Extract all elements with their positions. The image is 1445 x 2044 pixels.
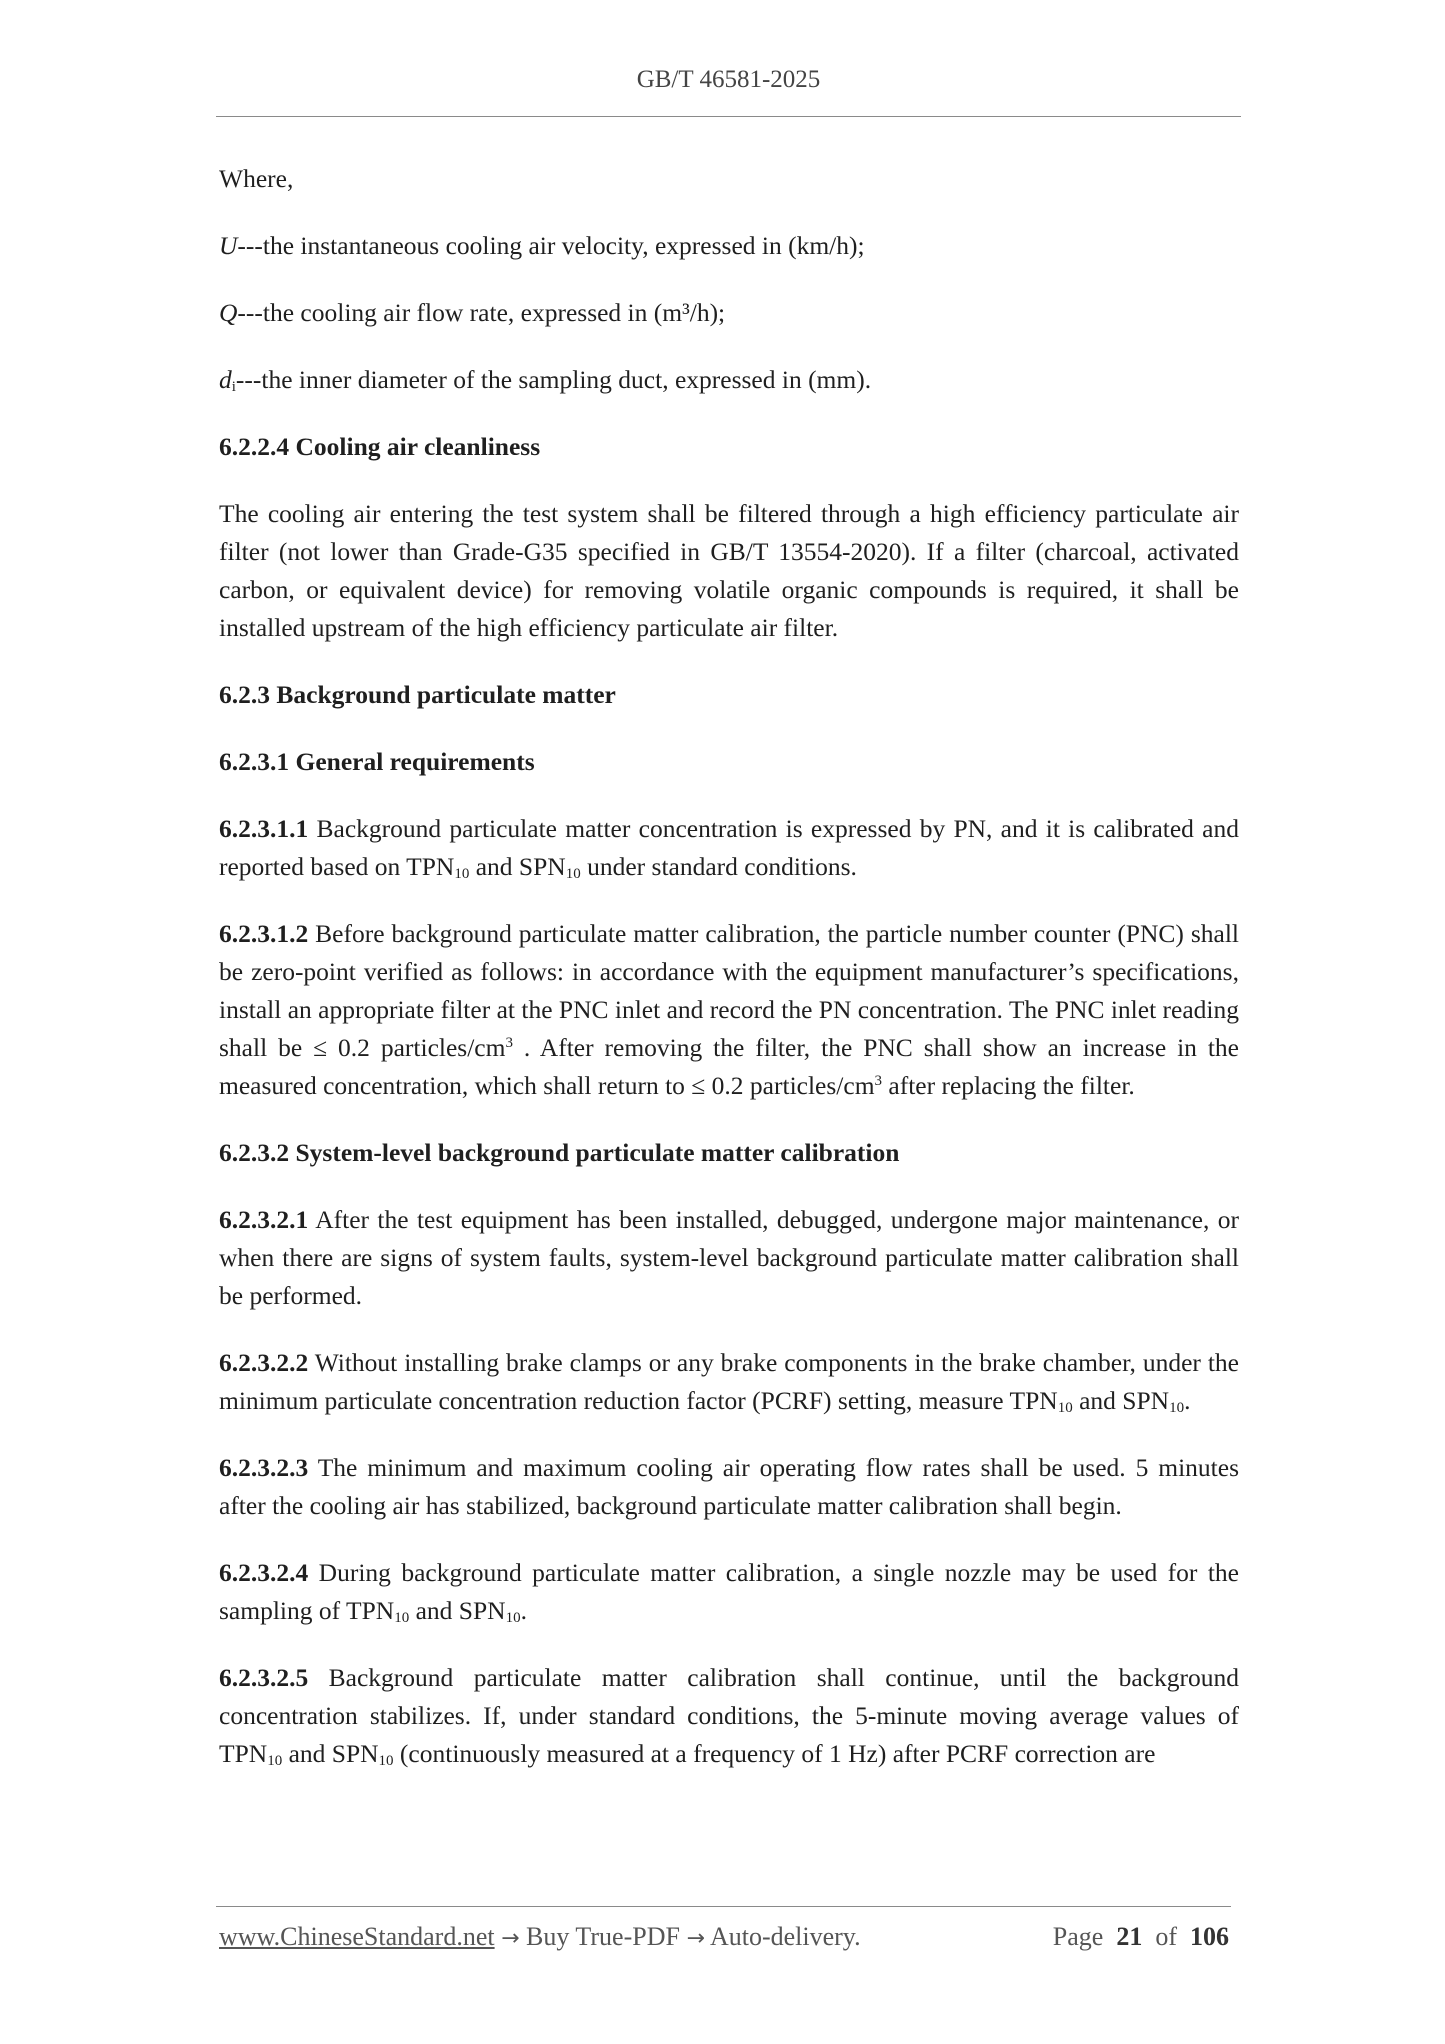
footer-divider <box>216 1906 1231 1907</box>
arrow-right-icon: → <box>501 1926 520 1951</box>
page-content <box>219 160 1239 1802</box>
where-line: Where, <box>219 164 294 193</box>
current-page: 21 <box>1116 1922 1143 1951</box>
heading-6-2-3-2: 6.2.3.2 System-level background particulate matter calibration <box>219 1138 900 1167</box>
website-link[interactable]: www.ChineseStandard.net <box>219 1922 495 1951</box>
paragraph-6-2-3-1-2: 6.2.3.1.2 Before background particulate matter calibration, the particle number counter (PNC) shall be zero-point verified as follows: in accordance with the equipment manufacturer’s specifications, install an appropriate filter at the PNC inlet and record the PN concentration. The PNC inlet reading shall be ≤ 0.2 particles/$cm^3$ . After removing the filter, the PNC shall show an increase in the measured concentration, which shall return to ≤ 0.2 particles/$cm^3$ after replacing the filter. <box>219 919 1239 1100</box>
clause-number: 6.2.3.2.1 <box>219 1205 309 1234</box>
total-pages: 106 <box>1190 1922 1229 1951</box>
paragraph-6-2-3-2-3: 6.2.3.2.3 The minimum and maximum cooling air operating flow rates shall be used. 5 minutes after the cooling air has stabilized, background particulate matter calibration shall begin. <box>219 1453 1239 1520</box>
definition-q: Q---the cooling air flow rate, expressed in (m³/h); <box>219 298 726 327</box>
paragraph-6-2-2-4: The cooling air entering the test system shall be filtered through a high efficiency particulate air filter (not lower than Grade-G35 specified in GB/T 13554-2020). If a filter (charcoal, activated carbon, or equivalent device) for removing volatile organic compounds is required, it shall be installed upstream of the high efficiency particulate air filter. <box>219 499 1239 642</box>
document-id-header: GB/T 46581-2025 <box>636 66 821 93</box>
header-divider <box>216 116 1241 117</box>
symbol-q: Q <box>219 298 238 327</box>
clause-number: 6.2.3.2.2 <box>219 1348 309 1377</box>
paragraph-6-2-3-1-1: 6.2.3.1.1 Background particulate matter concentration is expressed by PN, and it is calibrated and reported based on $TPN_{10}$ and $SPN_{10}$ under standard conditions. <box>219 814 1239 882</box>
arrow-right-icon: → <box>686 1926 705 1951</box>
paragraph-6-2-3-2-5: 6.2.3.2.5 Background particulate matter calibration shall continue, until the background concentration stabilizes. If, under standard conditions, the 5-minute moving average values of $TPN_{10}$ and $SPN_{10}$ (continuously measured at a frequency of 1 Hz) after PCRF correction are <box>219 1663 1239 1769</box>
page-number: Page 21 of 106 <box>1052 1922 1229 1951</box>
clause-number: 6.2.3.2.4 <box>219 1558 309 1587</box>
definition-d: $d_i--$-the inner diameter of the sampling duct, expressed in (mm). <box>219 365 872 395</box>
definition-u: U---the instantaneous cooling air velocity, expressed in (km/h); <box>219 231 865 260</box>
clause-number: 6.2.3.1.1 <box>219 814 309 843</box>
heading-6-2-2-4: 6.2.2.4 Cooling air cleanliness <box>219 432 541 461</box>
clause-number: 6.2.3.2.5 <box>219 1663 309 1692</box>
clause-number: 6.2.3.1.2 <box>219 919 309 948</box>
paragraph-6-2-3-2-1: 6.2.3.2.1 After the test equipment has been installed, debugged, undergone major maintenance, or when there are signs of system faults, system-level background particulate matter calibration shall be performed. <box>219 1205 1239 1310</box>
paragraph-6-2-3-2-4: 6.2.3.2.4 During background particulate matter calibration, a single nozzle may be used for the sampling of $TPN_{10}$ and $SPN_{10}$. <box>219 1558 1239 1626</box>
heading-6-2-3: 6.2.3 Background particulate matter <box>219 680 616 709</box>
symbol-d: d <box>219 365 232 394</box>
paragraph-6-2-3-2-2: 6.2.3.2.2 Without installing brake clamps or any brake components in the brake chamber, under the minimum particulate concentration reduction factor (PCRF) setting, measure $TPN_{10}$ and $SPN_{10}$. <box>219 1348 1239 1416</box>
page-footer <box>219 1922 1229 1952</box>
heading-6-2-3-1: 6.2.3.1 General requirements <box>219 747 535 776</box>
clause-number: 6.2.3.2.3 <box>219 1453 309 1482</box>
symbol-u: U <box>219 231 238 260</box>
footer-promo: www.ChineseStandard.net → Buy True-PDF → Auto-delivery. <box>219 1922 861 1951</box>
